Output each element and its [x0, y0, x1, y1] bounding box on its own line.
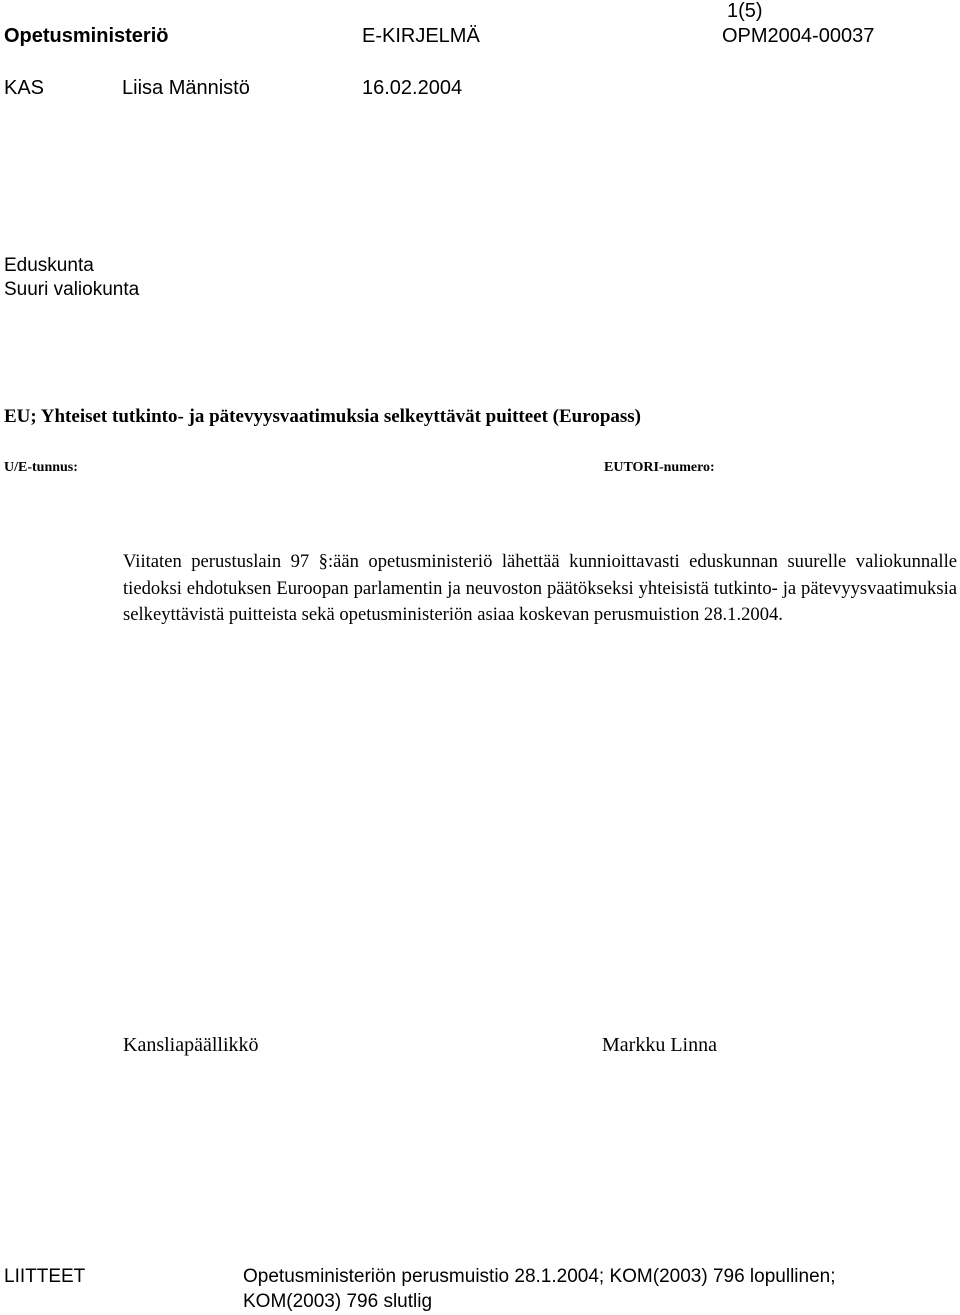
attachment-line-2: KOM(2003) 796 slutlig — [243, 1291, 433, 1312]
signatory-name: Markku Linna — [602, 1034, 717, 1056]
eutori-number-label: EUTORI-numero: — [604, 460, 715, 475]
recipient-line-1: Eduskunta — [4, 255, 94, 276]
author-name: Liisa Männistö — [122, 77, 250, 99]
subject-line: EU; Yhteiset tutkinto- ja pätevyysvaatimuksia selkeyttävät puitteet (Europass) — [4, 406, 642, 427]
page-number: 1(5) — [727, 0, 763, 22]
ministry-name: Opetusministeriö — [4, 25, 169, 47]
document-date: 16.02.2004 — [362, 77, 463, 99]
document-type: E-KIRJELMÄ — [362, 25, 480, 47]
ue-tunnus-label: U/E-tunnus: — [4, 460, 78, 475]
signatory-title: Kansliapäällikkö — [123, 1034, 259, 1056]
attachment-line-1: Opetusministeriön perusmuistio 28.1.2004; KOM(2003) 796 lopullinen; — [243, 1266, 836, 1287]
reference-number: OPM2004-00037 — [722, 25, 875, 47]
recipient-line-2: Suuri valiokunta — [4, 279, 140, 300]
attachments-label: LIITTEET — [4, 1266, 86, 1287]
body-paragraph: Viitaten perustuslain 97 §:ään opetusministeriö lähettää kunnioittavasti eduskunnan suurelle valiokunnalle tiedoksi ehdotuksen Euroopan parlamentin ja neuvoston päätökseksi yhteisistä tutkinto- ja pätevyysvaatimuksia selkeyttävistä puitteista sekä opetusministeriön asiaa koskevan perusmuistion 28.1.2004. — [123, 551, 957, 626]
unit-code: KAS — [4, 77, 45, 99]
